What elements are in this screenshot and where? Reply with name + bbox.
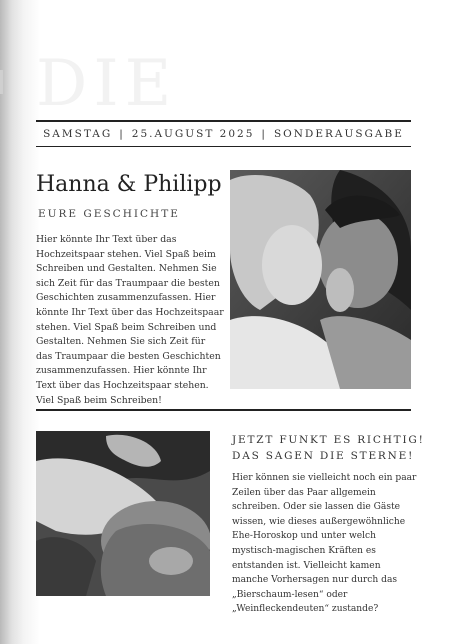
article-2-kicker-line-1: JETZT FUNKT ES RICHTIG! <box>232 434 425 446</box>
couple-photo-lying-image <box>36 431 210 596</box>
article-2-body: Hier können sie vielleicht noch ein paar Zeilen über das Paar allgemein schreiben. Oder sie lassen die Gäste wissen, wie dieses außergewöhnliche Ehe-Horoskop und unter welch mystisch-magischen Kräften es entstanden ist. Vielleicht kamen manche Vorhersagen nur durch das „Bierschaum-lesen“ oder „Weinfleckendeuten“ zustande? <box>232 473 417 615</box>
dateline <box>36 124 411 144</box>
masthead-title: DIE <box>36 48 178 120</box>
article-2-kicker-line-2: DAS SAGEN DIE STERNE! <box>232 450 415 462</box>
couple-photo-embrace <box>230 170 411 389</box>
article-1-kicker: EURE GESCHICHTE <box>38 208 180 220</box>
dateline-separator: | <box>261 128 267 140</box>
dateline-rule-bottom <box>36 146 411 147</box>
page-edge-mark <box>0 70 3 94</box>
dateline-rule-top <box>36 120 411 122</box>
article-1-body: Hier könnte Ihr Text über das Hochzeitspaar stehen. Viel Spaß beim Schreiben und Gestalten. Nehmen Sie sich Zeit für das Traumpaar die besten Geschichten zusammenzufassen. Hier könnte Ihr Text über das Hochzeitspaar stehen. Viel Spaß beim Schreiben und Gestalten. Nehmen Sie sich Zeit für das Traumpaar die besten Geschichten zusammenzufassen. Hier könnte Ihr Text über das Hochzeitspaar stehen. Viel Spaß beim Schreiben! <box>36 234 224 406</box>
article-2-kicker <box>232 432 425 464</box>
couple-photo-lying <box>36 431 210 596</box>
couple-photo-embrace-image <box>230 170 411 389</box>
dateline-date: 25.AUGUST 2025 <box>131 128 255 140</box>
article-1-headline: Hanna & Philipp <box>36 172 222 197</box>
dateline-separator: | <box>119 128 125 140</box>
section-divider <box>36 409 411 411</box>
dateline-day: SAMSTAG <box>43 128 113 140</box>
dateline-edition: SONDERAUSGABE <box>273 128 404 140</box>
